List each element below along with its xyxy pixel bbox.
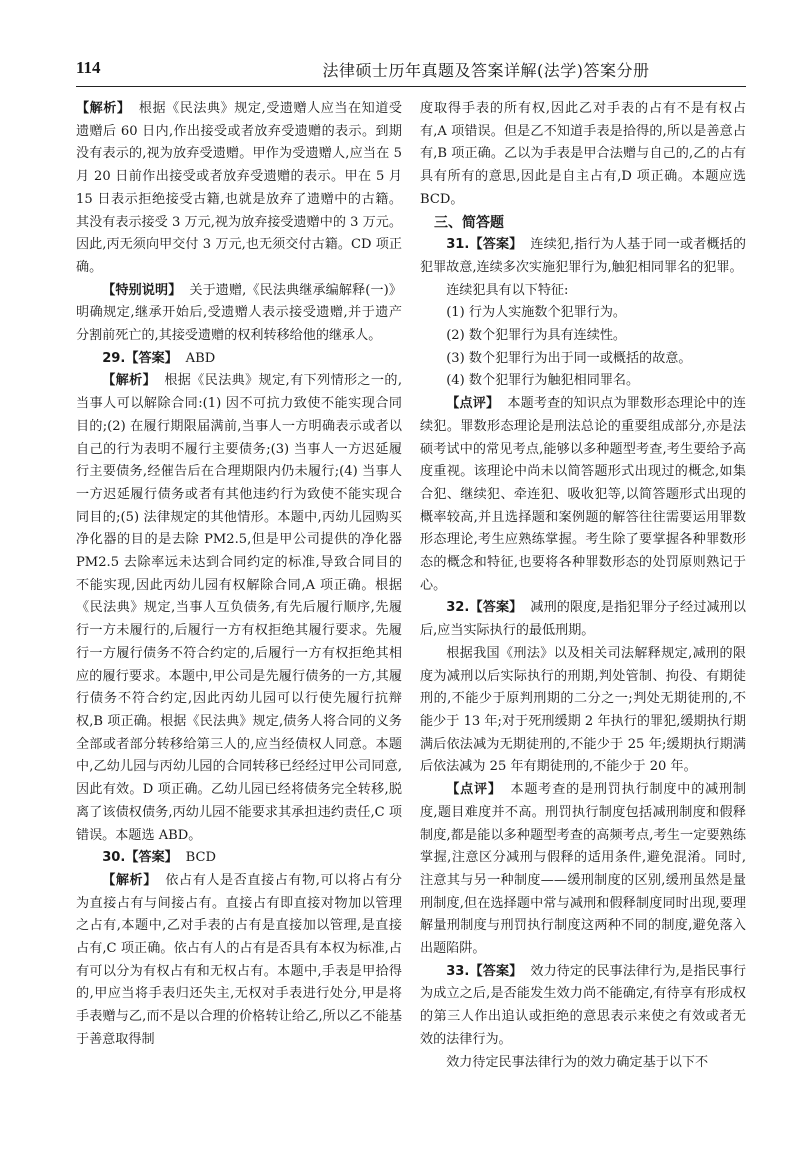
paragraph-text: 关于遗赠,《民法典继承编解释(一)》明确规定,继承开始后,受遗赠人表示接受遗赠,并于遗产分割前死亡的,其接受遗赠的权利转移给他的继承人。: [76, 282, 402, 344]
paragraph-text: 三、简答题: [434, 214, 504, 231]
paragraph-text: (3) 数个犯罪行为出于同一或概括的故意。: [446, 350, 692, 366]
paragraph: [420, 393, 746, 597]
paragraph-text: (2) 数个犯罪行为具有连续性。: [446, 328, 627, 344]
paragraph-tag: 【点评】: [446, 396, 500, 412]
paragraph: [420, 779, 746, 961]
paragraph-text: ABD: [185, 350, 216, 366]
paragraph-text: 根据《民法典》规定,有下列情形之一的,当事人可以解除合同:(1) 因不可抗力致使不能实现合同目的;(2) 在履行期限届满前,当事人一方明确表示或者以自己的行为表明不履行主要债务;(3) 当事人一方迟延履行主要债务,经催告后在合理期限内仍未履行;(4) 当事人一方迟延履行债务或者有其他违约行为致使不能实现合同目的;(5) 法律规定的其他情形。本题中,丙幼儿园购买净化器的目的是去除 PM2.5,但是甲公司提供的净化器 PM2.5 去除率远未达到合同约定的标准,导致合同目的不能实现,因此丙幼儿园有权解除合同,A 项正确。根据《民法典》规定,当事人互负债务,有先后履行顺序,先履行一方未履行的,后履行一方有权拒绝其履行要求。先履行一方履行债务不符合约定的,后履行一方有权拒绝其相应的履行要求。本题中,甲公司是先履行债务的一方,其履行债务不符合约定,因此丙幼儿园可以行使先履行抗辩权,B 项正确。根据《民法典》规定,债务人将合同的义务全部或者部分转移给第三人的,应当经债权人同意。本题中,乙幼儿园与丙幼儿园的合同转移已经经过甲公司同意,因此有效。D 项正确。乙幼儿园已经将债务完全转移,脱离了该债权债务,丙幼儿园不能要求其承担违约责任,C 项错误。本题选 ABD。: [76, 373, 403, 843]
paragraph-tag: 29.【答案】: [102, 350, 178, 366]
paragraph-tag: 33.【答案】: [446, 963, 523, 979]
paragraph-text: 连续犯,指行为人基于同一或者概括的犯罪故意,连续多次实施犯罪行为,触犯相同罪名的犯罪。: [420, 237, 746, 275]
paragraph-tag: 32.【答案】: [446, 600, 523, 616]
paragraph-text: 效力待定的民事法律行为,是指民事行为成立之后,是否能发生效力尚不能确定,有待享有形成权的第三人作出追认或拒绝的意思表示来使之有效或者无效的法律行为。: [420, 963, 746, 1047]
paragraph: [420, 961, 746, 1052]
right-column: [420, 98, 746, 1074]
paragraph: [76, 348, 402, 371]
paragraph: [420, 280, 746, 303]
paragraph-tag: 【解析】: [102, 373, 157, 389]
paragraph-text: 依占有人是否直接占有物,可以将占有分为直接占有与间接占有。直接占有即直接对物加以管理之占有,本题中,乙对手表的占有是直接加以管理,是直接占有,C 项正确。依占有人的占有是否具有本权为标准,占有可以分为有权占有和无权占有。本题中,手表是甲拾得的,甲应当将手表归还失主,无权对手表进行处分,甲是将手表赠与乙,而不是以合理的价格转让给乙,所以乙不能基于善意取得制: [76, 872, 403, 1047]
paragraph-text: 根据我国《刑法》以及相关司法解释规定,减刑的限度为减刑以后实际执行的刑期,判处管制、拘役、有期徒刑的,不能少于原判刑期的二分之一;判处无期徒刑的,不能少于 13 年;对于死刑缓期 2 年执行的罪犯,缓期执行期满后依法减为无期徒刑的,不能少于 25 年;缓期执行期满后依法减为 25 年有期徒刑的,不能少于 20 年。: [420, 645, 746, 775]
paragraph: [420, 234, 746, 279]
section-heading: [420, 212, 746, 235]
paragraph: [76, 847, 402, 870]
paragraph-tag: 【解析】: [102, 872, 157, 888]
paragraph-text: 根据《民法典》规定,受遗赠人应当在知道受遗赠后 60 日内,作出接受或者放弃受遗赠的表示。到期没有表示的,视为放弃受遗赠。甲作为受遗赠人,应当在 5 月 20 日前作出接受或者放弃受遗赠的表示。甲在 5 月 15 日表示拒绝接受古籍,也就是放弃了遗赠中的古籍。其没有表示接受 3 万元,视为放弃接受遗赠中的 3 万元。因此,丙无须向甲交付 3 万元,也无须交付古籍。CD 项正确。: [76, 101, 402, 275]
paragraph-text: 减刑的限度,是指犯罪分子经过减刑以后,应当实际执行的最低刑期。: [420, 600, 746, 639]
paragraph: [76, 870, 402, 1052]
paragraph: [420, 325, 746, 348]
paragraph-text: 效力待定民事法律行为的效力确定基于以下不: [446, 1054, 709, 1070]
paragraph-text: 本题考查的是刑罚执行制度中的减刑制度,题目难度并不高。刑罚执行制度包括减刑制度和假释制度,都是能以多种题型考查的高频考点,考生一定要熟练掌握,注意区分减刑与假释的适用条件,避免混淆。同时,注意其与另一种制度——缓刑制度的区别,缓刑虽然是量刑制度,但在选择题中常与减刑和假释制度同时出现,要理解量刑制度与刑罚执行制度这两种不同的制度,避免落入出题陷阱。: [420, 782, 747, 957]
header-rule: [76, 86, 746, 87]
paragraph: [420, 370, 746, 393]
paragraph: [76, 280, 402, 348]
paragraph-text: (4) 数个犯罪行为触犯相同罪名。: [446, 373, 640, 389]
paragraph-tag: 【点评】: [446, 782, 502, 798]
paragraph-tag: 【解析】: [76, 101, 131, 116]
paragraph: [420, 348, 746, 371]
paragraph: [420, 597, 746, 642]
paragraph-text: BCD: [185, 850, 217, 866]
paragraph: [76, 98, 402, 280]
paragraph-tag: 30.【答案】: [102, 850, 178, 866]
paragraph-text: 连续犯具有以下特征:: [446, 282, 569, 298]
page-header: [76, 56, 746, 84]
page-number: 114: [76, 58, 101, 77]
paragraph: [420, 643, 746, 779]
paragraph: [420, 98, 746, 212]
paragraph-text: (1) 行为人实施数个犯罪行为。: [446, 305, 627, 321]
running-title: 法律硕士历年真题及答案详解(法学)答案分册: [322, 61, 650, 80]
paragraph: [420, 1052, 746, 1075]
paragraph-tag: 31.【答案】: [446, 237, 523, 253]
paragraph-tag: 【特别说明】: [102, 282, 182, 298]
paragraph-text: 度取得手表的所有权,因此乙对手表的占有不是有权占有,A 项错误。但是乙不知道手表是拾得的,所以是善意占有,B 项正确。乙以为手表是甲合法赠与自己的,乙的占有具有所有的意思,因此是自主占有,D 项正确。本题应选 BCD。: [420, 101, 746, 207]
left-column: [76, 98, 402, 1052]
paragraph: [420, 302, 746, 325]
paragraph: [76, 370, 402, 847]
paragraph-text: 本题考查的知识点为罪数形态理论中的连续犯。罪数形态理论是刑法总论的重要组成部分,亦是法硕考试中的常见考点,能够以多种题型考查,考生要给予高度重视。该理论中尚未以简答题形式出现过的概念,如集合犯、继续犯、牵连犯、吸收犯等,以简答题形式出现的概率较高,并且选择题和案例题的解答往往需要运用罪数形态理论,考生应熟练掌握。考生除了要掌握各种罪数形态的概念和特征,也要将各种罪数形态的处罚原则熟记于心。: [420, 396, 747, 593]
